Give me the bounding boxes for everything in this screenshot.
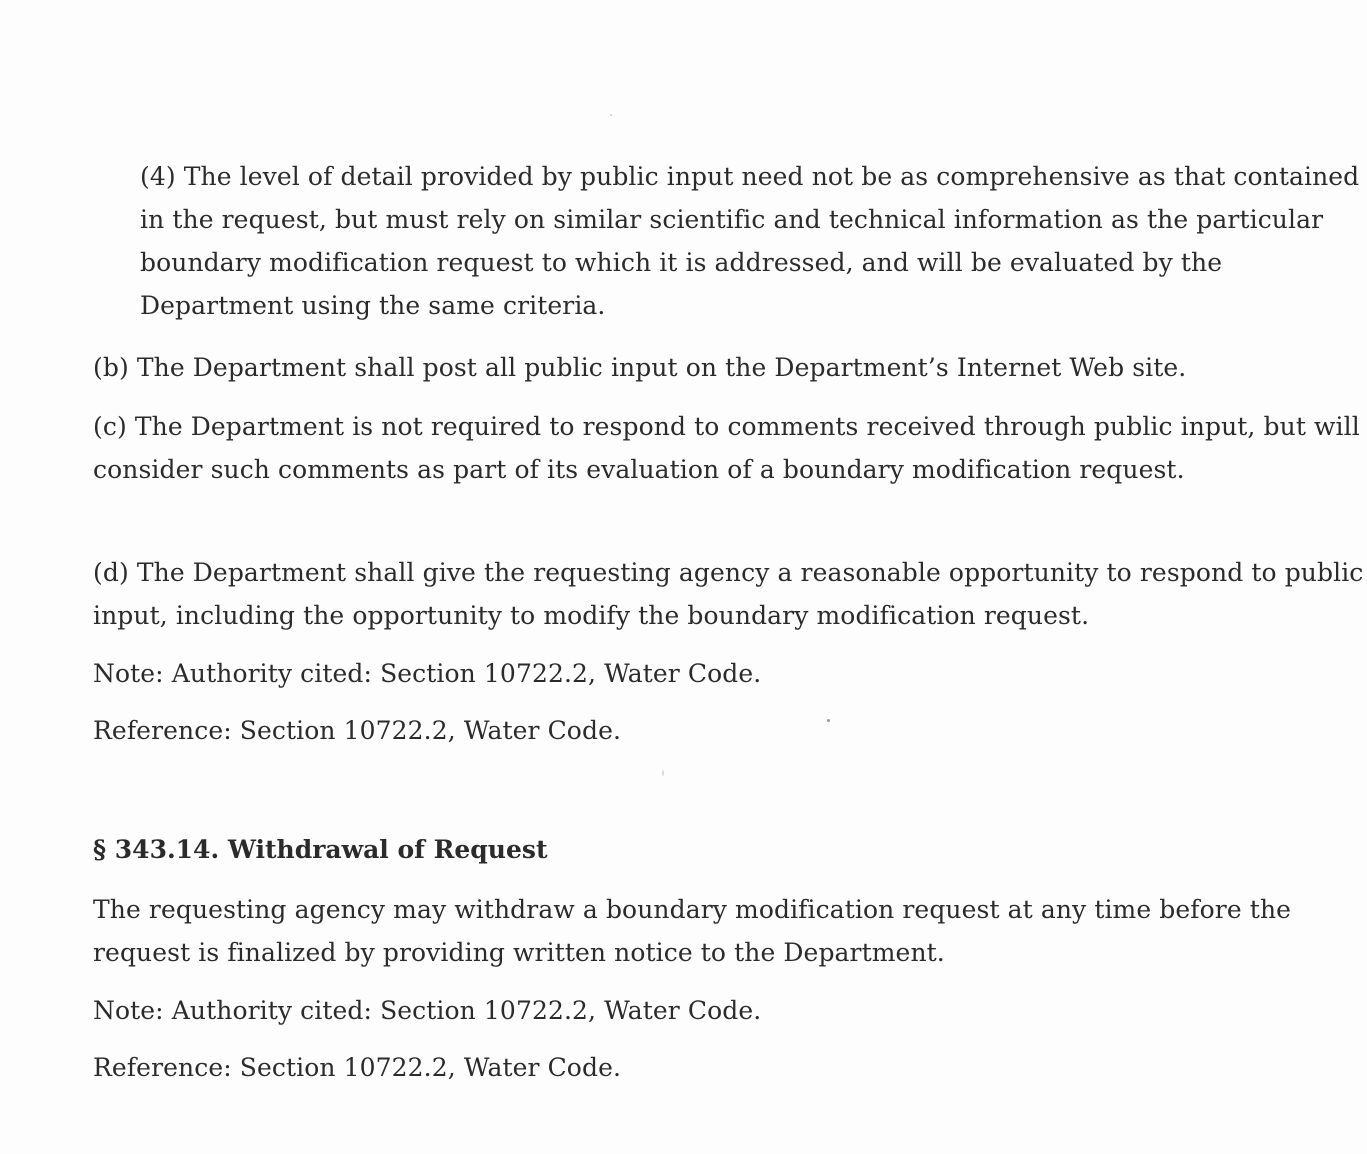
section-reference-line: Reference: Section 10722.2, Water Code. — [93, 1053, 622, 1082]
section-heading: § 343.14. Withdrawal of Request — [93, 835, 548, 864]
paragraph-item-d: (d) The Department shall give the requesting agency a reasonable opportunity to respond to public input, including the opportunity to modify the boundary modification request. — [93, 558, 1364, 630]
paragraph-item-c: (c) The Department is not required to respond to comments received through public input, but will consider such comments as part of its evaluation of a boundary modification request. — [93, 412, 1360, 484]
note-authority-cited: Note: Authority cited: Section 10722.2, Water Code. — [93, 659, 762, 688]
scan-speck — [827, 719, 830, 722]
paragraph-item-4: (4) The level of detail provided by public input need not be as comprehensive as that contained in the request, but must rely on similar scientific and technical information as the particular boundary modification request to which it is addressed, and will be evaluated by the Department using the same criteria. — [140, 162, 1360, 320]
reference-line: Reference: Section 10722.2, Water Code. — [93, 716, 622, 745]
section-body: The requesting agency may withdraw a boundary modification request at any time before the request is finalized by providing written notice to the Department. — [93, 895, 1292, 967]
scan-speck — [662, 770, 664, 776]
paragraph-item-b: (b) The Department shall post all public input on the Department’s Internet Web site. — [93, 353, 1187, 382]
scan-speck — [610, 114, 612, 116]
section-note-authority-cited: Note: Authority cited: Section 10722.2, Water Code. — [93, 996, 762, 1025]
